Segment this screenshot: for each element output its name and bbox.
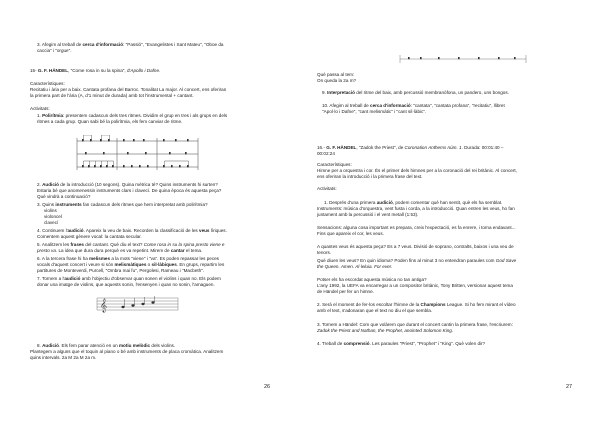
rhythm-score-image <box>75 135 200 173</box>
activity-b3: 3. Tornem a Händel: Com que volàrem que durant el concert cantin la primera frase, l'escriurem: <box>317 322 513 327</box>
characteristics-title: Característiques: <box>30 81 65 86</box>
uefa-line: de Händel per fer un himne. <box>317 289 374 294</box>
page-number: 26 <box>264 384 271 390</box>
lyrics-question: Què diuen les veus? En quin idioma? Poden fins al minut 3 no entendran paraules com God Save <box>317 258 517 263</box>
activity-8-line: Plantegem a alguns que el toquin al piano o bé amb instruments de placa cromàtica. Analitzem <box>30 349 224 354</box>
activity-1: 1. Polirítmia: presentem cadascun dels tres ritmes. Dividim el grup en tres i als grups en dels <box>37 113 228 118</box>
instrument-item: clavecí <box>44 220 59 225</box>
activity-b2: 2. Serà el moment de fer-los escoltar l'himne de la Champions League. Si ho fem mirant el vídeo <box>317 302 516 307</box>
activity-3: 3. Quins instruments fan cadascun dels ritmes que hem interpretat amb polirítmia? <box>37 202 208 207</box>
activity-2: 2. Audició de la introducció (10 segons). Quina mètrica té? Quins instruments hi surten? <box>37 182 218 187</box>
characteristics-line: Recitatiu i ària per a baix. Cantata profana del Barroc. Tonalitat La major. Al concert, ens oferiran <box>30 87 227 92</box>
right-page <box>300 0 600 424</box>
activity-5-line: presto va. La idea que dura dura perquè es va repetint. Mirem de cantar el tema. <box>37 248 203 253</box>
sensations-line: Sensacions: alguna cosa important es prepara, creix l'expectació, es fa enrere, i torna endavant... <box>317 225 516 230</box>
activity-2-line: Què vindrà a continuació? <box>37 194 91 199</box>
activity-6-line: vocals d'aquest concert i veure si són melismàtiques o sil·làbiques. En grups, repartim les <box>37 262 225 267</box>
activity-7-line: donar una imatge de violins, que aquests sonin, l'ensenyen i quan no sonin, l'amaguen. <box>37 282 215 287</box>
question-line: On queda la 2a m? <box>317 78 357 83</box>
uefa-line: Potser els ha escordat aquesta música no tan antiga? <box>317 277 427 282</box>
activity-6-line: partitures de Monteverdi, Purcell, "Ombra mai fu", Pergolesi, Rameau i "Macbeth". <box>37 268 205 273</box>
activities-title: Activitats: <box>317 186 337 191</box>
activity-4: 4. Continuem l'audició. Apareix la veu de baix. Recorden la classificació de les veus líriques. <box>37 228 227 233</box>
uefa-line: L'any 1992, la UEFA va encarregar a un compositor britànic, Tony Britten, versionar aquest tema <box>317 283 513 288</box>
activity-4-line: Comentem aquest gènere vocal: la cantata secular. <box>37 234 142 239</box>
melodic-motif-image <box>95 290 180 316</box>
activity-8: 8. Audició. Els fem parar atenció en un motiu melòdic dels violins. <box>37 343 176 348</box>
activity-2-line: Estaria bé que anomenessin instruments clars i clavecí. De quina època és aquesta peça? <box>37 188 222 193</box>
item3: 3. Afegim al treball de cerca d'informació: "Passió", "Evangelistes i Sant Mateu", "Oboe da <box>37 42 224 47</box>
instrument-item: violoncel <box>44 214 62 219</box>
page-number: 27 <box>566 384 573 390</box>
section-16-heading: 16.- G. F. HÄNDEL, "Zadok the Priest", de Coronation Anthems núm. 1. Durada: 00:01:40 – <box>317 145 504 150</box>
section-16-heading-line: 00:02:24 <box>317 151 335 156</box>
activity-6: 6. A la tercera frase hi ha melismes a la mots "viene" i "va". Es poden repassar les peces <box>37 256 219 261</box>
characteristics-line: Himne per a orquestra i cor. És el primer dels himnes per a la coronació del rei britànic. Al concert, <box>317 168 517 173</box>
characteristics-line: la primera part de l'ària (A, d'1 minut de durada) amb tot l'instrumental + cantant. <box>30 93 194 98</box>
section-15-heading: 15- G. F. HÄNDEL, "Come rosa in su la spina", d'Apollo i Dafne. <box>30 68 161 73</box>
activity-b1-line: juntament amb la percussió i el vent metall (1:53). <box>317 212 419 217</box>
question-line: Què passa al tem: <box>317 72 355 77</box>
activity-1-cont: ritmes a cada grup. Quan sabi bé la polirítmia, els fem canviar de ritme. <box>37 119 183 124</box>
activity-10: 10. Afegim al treball de cerca d'informació: "cantata", "cantata profana", "recitatiu", llibret <box>322 103 505 108</box>
bass-rhythm-image <box>398 48 528 70</box>
characteristics-title: Característiques: <box>317 162 352 167</box>
activity-b3-line: Zadok the Priest and Nathan, the Prophet, anointed Solomon King. <box>317 328 454 333</box>
activity-b2-line: amb el text, s'adonaran que el text no diu el que sembla. <box>317 308 433 313</box>
activity-5: 5. Analitzem les frases del cantant. Què diu el text? Come rosa in su la spina presto viene e <box>37 242 225 247</box>
svg-text:𝄞: 𝄞 <box>100 298 108 312</box>
lyrics-question-line: the Queen. Amen. Al·leluia. For ever. <box>317 264 393 269</box>
voices-line: A quantes veus és aquesta peça? Es a 7 veus. Divisió de soprano, contralts, baixos i una veu de <box>317 244 514 249</box>
voices-line: tenors. <box>317 250 332 255</box>
activities-title: Activitats: <box>30 106 50 111</box>
activity-9: 9. Interpretació del ritme del baix, amb percussió membranòfona, un pandero, uns bongos. <box>322 90 509 95</box>
characteristics-line: ens oferiran la introducció i la primera frase del text. <box>317 174 423 179</box>
activity-7: 7. Tornem a l'audició amb l'objectiu d'observar quan sonen el violins i quan no. Els podem <box>37 276 221 281</box>
activity-b4: 4. Treball de comprensió. Les paraules "Priest", "Prophet" i "King". Què volen dir? <box>317 341 486 346</box>
instrument-item: violins <box>44 208 57 213</box>
activity-10-line: "Apol·lo i Dafne", "cant melismàtic" i "cant sil·làbic". <box>322 109 427 114</box>
activity-b1-line: Instruments: música d'orquestra, vent fusta i corda, a la introducció. Quan entren les veus, ho fan <box>317 206 515 211</box>
activity-8-line: quins intervals. 2a M 2a M 2a m. <box>30 355 97 360</box>
sensations-line: Fins que apareix el cor, les veus. <box>317 231 384 236</box>
activity-b1: 1. Després d'una primera audició, podem comentar què han sentit, què els ha semblat. <box>324 200 503 205</box>
item3-cont: caccia" i "orgue". <box>37 48 72 53</box>
